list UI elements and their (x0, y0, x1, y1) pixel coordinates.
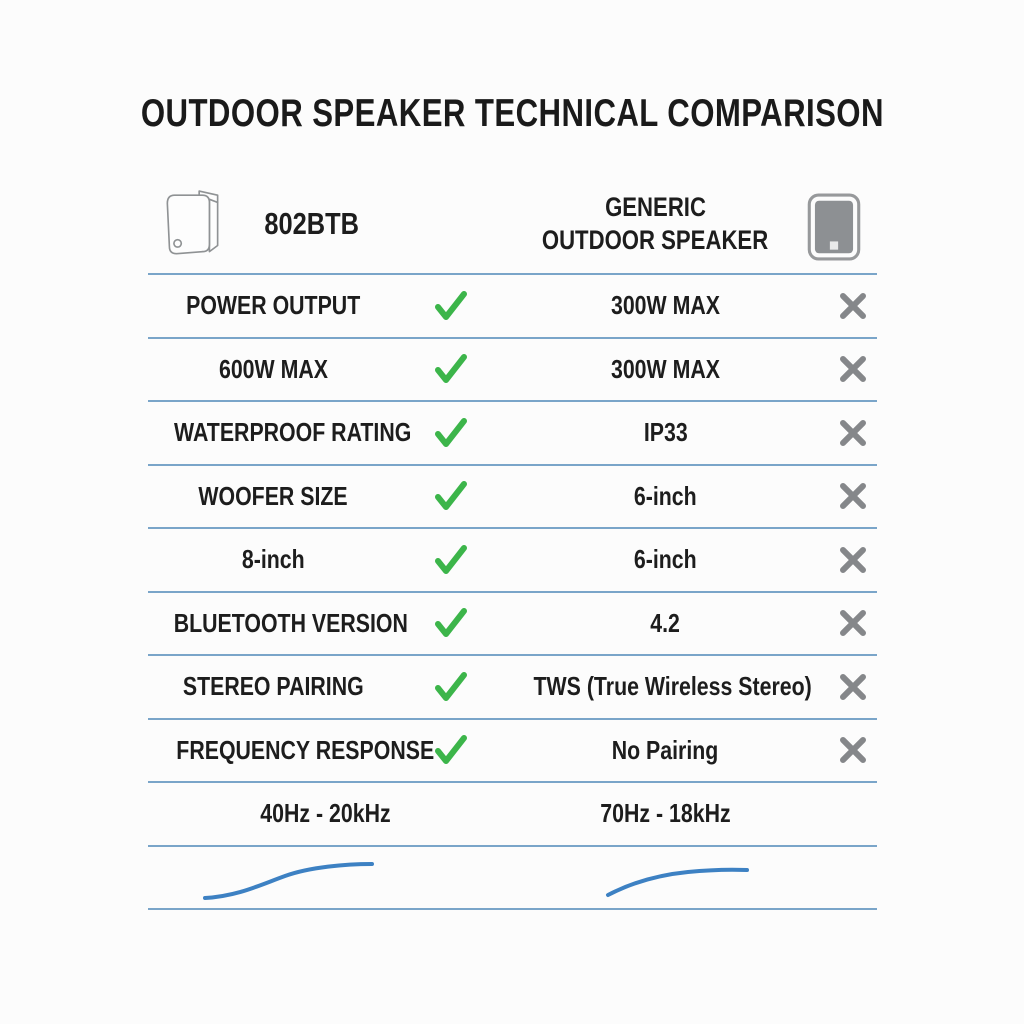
cross-icon (828, 736, 877, 764)
frequency-range-right: 70Hz - 18kHz (600, 798, 731, 829)
feature-label: FREQUENCY RESPONSE (176, 734, 435, 765)
feature-label: 600W MAX (218, 353, 328, 384)
cross-icon (828, 673, 877, 701)
table-row (148, 466, 877, 530)
comparison-table (148, 180, 877, 910)
value-label: IP33 (643, 417, 688, 448)
frequency-range-row (148, 783, 877, 847)
frequency-curve-icon (608, 869, 747, 894)
value-label: 4.2 (650, 607, 681, 638)
feature-label: 8-inch (241, 544, 305, 575)
check-icon (398, 671, 503, 703)
table-row (148, 656, 877, 720)
cross-icon (828, 292, 877, 320)
table-row (148, 402, 877, 466)
value-label: TWS (True Wireless Stereo) (533, 671, 812, 702)
feature-label: POWER OUTPUT (185, 290, 361, 321)
feature-label: BLUETOOTH VERSION (173, 607, 408, 638)
feature-label: WOOFER SIZE (198, 480, 348, 511)
cross-icon (828, 355, 877, 383)
product-name-right: GENERIC OUTDOOR SPEAKER (542, 192, 769, 255)
check-icon (398, 290, 503, 322)
table-row (148, 720, 877, 784)
filled-speaker-icon (807, 193, 861, 266)
check-icon (398, 480, 503, 512)
value-label: No Pairing (612, 734, 719, 765)
product-name-left: 802BTB (264, 206, 360, 241)
check-icon (398, 353, 503, 385)
cross-icon (828, 546, 877, 574)
value-label: 300W MAX (610, 353, 720, 384)
cross-icon (828, 419, 877, 447)
value-label: 6-inch (634, 544, 697, 575)
check-icon (398, 544, 503, 576)
table-row (148, 529, 877, 593)
value-label: 300W MAX (610, 290, 720, 321)
check-icon (398, 417, 503, 449)
table-row (148, 275, 877, 339)
frequency-range-left: 40Hz - 20kHz (260, 798, 391, 829)
page-title (0, 92, 1024, 136)
table-header-row (148, 180, 877, 275)
cross-icon (828, 482, 877, 510)
page-title-text: OUTDOOR SPEAKER TECHNICAL COMPARISON (140, 92, 884, 135)
cross-icon (828, 609, 877, 637)
outline-speaker-icon (162, 188, 224, 271)
table-row (148, 593, 877, 657)
response-curves-row (148, 847, 877, 911)
value-label: 6-inch (634, 480, 697, 511)
feature-label: STEREO PAIRING (182, 671, 364, 702)
frequency-curve-icon (205, 864, 372, 898)
check-icon (398, 607, 503, 639)
table-row (148, 339, 877, 403)
feature-label: WATERPROOF RATING (174, 417, 412, 448)
